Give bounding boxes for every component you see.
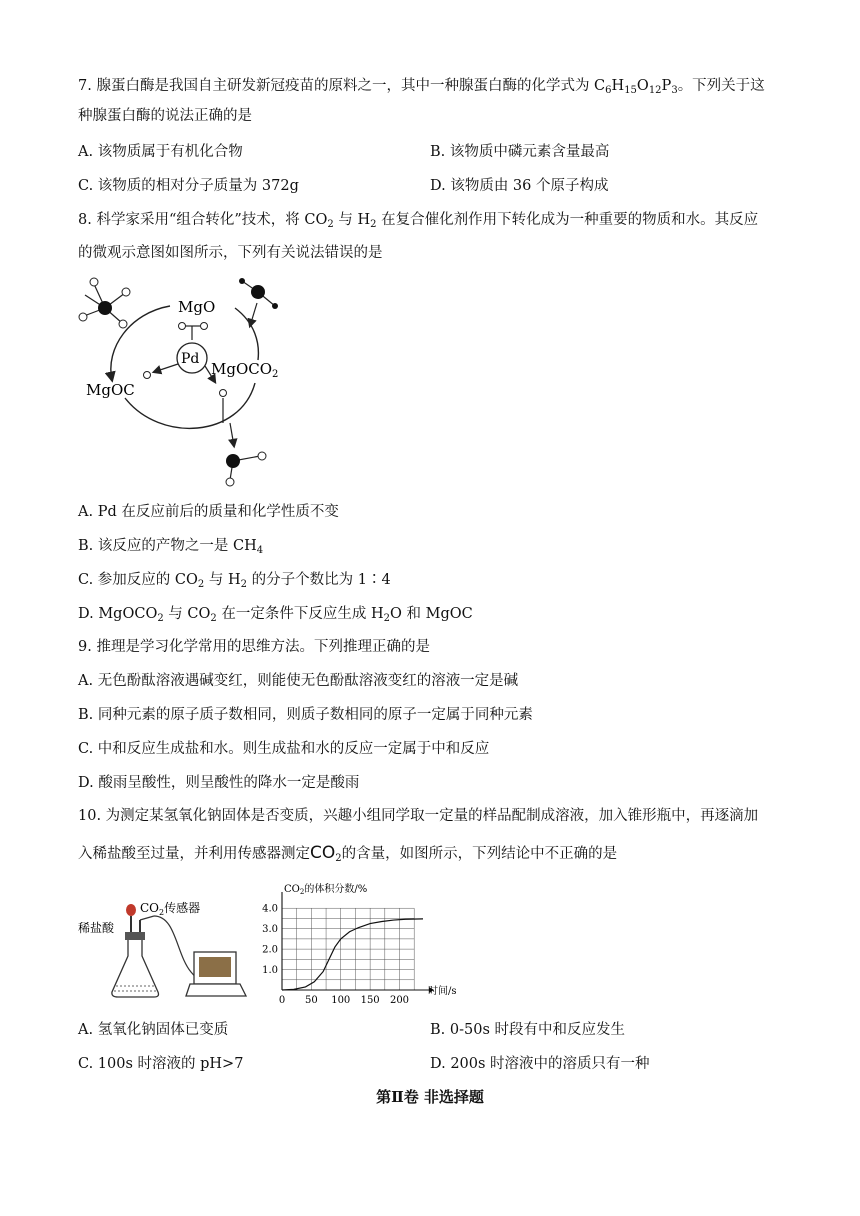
dropper-bulb-icon (126, 904, 136, 916)
q8-reaction-diagram (70, 268, 300, 490)
q8-option-a[interactable]: A. Pd 在反应前后的质量和化学性质不变 (78, 504, 339, 520)
diagram-label-mgoc: MgOC (86, 381, 135, 399)
q8-stem-line1: 8. 科学家采用“组合转化”技术，将 $CO_2$ 与 $H_2$ 在复合催化剂作用下转化成为一种重要的物质和水。其反应 (78, 212, 759, 230)
q8-option-d[interactable]: D. MgOCO$_2$ 与 $CO_2$ 在一定条件下反应生成 $H_2O$ 和 MgOC (78, 606, 473, 624)
diagram-label-mgo: MgO (178, 298, 216, 316)
chart-ytick-label: 2.0 (262, 944, 278, 956)
q10-stem-line2: 入稀盐酸至过量，并利用传感器测定$CO_2$的含量，如图所示，下列结论中不正确的是 (78, 843, 618, 864)
chart-xtick-label: 150 (360, 995, 380, 1004)
chart-series-line (282, 919, 423, 990)
q7-option-a[interactable]: A. 该物质属于有机化合物 (78, 144, 243, 160)
q7-stem-line2: 种腺蛋白酶的说法正确的是 (78, 108, 252, 124)
conical-flask-icon (112, 940, 159, 997)
chart-ytick-label: 4.0 (262, 903, 278, 915)
chart-xlabel: 时间/s (428, 986, 457, 997)
cycle-arc-left (111, 306, 170, 380)
q9-option-c[interactable]: C. 中和反应生成盐和水。则生成盐和水的反应一定属于中和反应 (78, 741, 490, 757)
q8-option-b[interactable]: B. 该反应的产物之一是 $CH_4$ (78, 538, 264, 556)
chart-xtick-label: 0 (278, 995, 286, 1004)
chart-ytick-label: 1.0 (262, 965, 278, 977)
cycle-arc-bottom (125, 383, 255, 428)
chart-xtick-label: 200 (389, 995, 410, 1004)
q7-option-c[interactable]: C. 该物质的相对分子质量为 372g (78, 178, 299, 194)
molecule-h2-icon (179, 323, 208, 330)
q9-stem: 9. 推理是学习化学常用的思维方法。下列推理正确的是 (78, 639, 430, 655)
q8-option-c[interactable]: C. 参加反应的 $CO_2$ 与 $H_2$ 的分子个数比为 1∶4 (78, 572, 391, 590)
chart-xtick-label: 100 (331, 995, 351, 1004)
diagram-label-pd: Pd (181, 351, 200, 367)
q10-option-c[interactable]: C. 100s 时溶液的 pH>7 (78, 1056, 244, 1072)
q10-option-b[interactable]: B. 0-50s 时段有中和反应发生 (430, 1022, 625, 1038)
q7-option-d[interactable]: D. 该物质由 36 个原子构成 (430, 178, 609, 194)
chart-ylabel: $CO_2$的体积分数/% (284, 884, 368, 896)
molecule-co2-icon (239, 278, 278, 309)
cycle-arc-right (235, 308, 258, 360)
section-title: 第Ⅱ卷 非选择题 (376, 1088, 484, 1106)
molecule-ch4-icon (79, 278, 130, 328)
apparatus-label-acid: 稀盐酸 (78, 921, 115, 935)
q7-stem-line1: 7. 腺蛋白酶是我国自主研发新冠疫苗的原料之一，其中一种腺蛋白酶的化学式为 $C_6H_{15}O_{12}P_3$。下列关于这 (78, 78, 765, 96)
q10-option-d[interactable]: D. 200s 时溶液中的溶质只有一种 (430, 1056, 650, 1072)
q8-stem-line2: 的微观示意图如图所示，下列有关说法错误的是 (78, 245, 383, 261)
apparatus-label-sensor: $CO_2$传感器 (140, 901, 201, 917)
diagram-label-mgoco2: MgOCO$_2$ (211, 360, 279, 380)
q10-option-a[interactable]: A. 氢氧化钠固体已变质 (78, 1022, 229, 1038)
q7-option-b[interactable]: B. 该物质中磷元素含量最高 (430, 144, 610, 160)
q9-option-b[interactable]: B. 同种元素的原子质子数相同，则质子数相同的原子一定属于同种元素 (78, 707, 533, 723)
co2-volume-fraction-chart (258, 880, 458, 1004)
q9-option-d[interactable]: D. 酸雨呈酸性，则呈酸性的降水一定是酸雨 (78, 775, 360, 791)
molecule-h2o-icon (226, 452, 266, 486)
q9-option-a[interactable]: A. 无色酚酞溶液遇碱变红，则能使无色酚酞溶液变红的溶液一定是碱 (78, 673, 519, 689)
chart-xtick-label: 50 (305, 995, 318, 1004)
chart-ytick-label: 3.0 (262, 924, 278, 936)
q10-stem-line1: 10. 为测定某氢氧化钠固体是否变质，兴趣小组同学取一定量的样品配制成溶液，加入锥形瓶中，再逐滴加 (78, 808, 759, 824)
q10-apparatus-diagram (76, 894, 248, 1004)
